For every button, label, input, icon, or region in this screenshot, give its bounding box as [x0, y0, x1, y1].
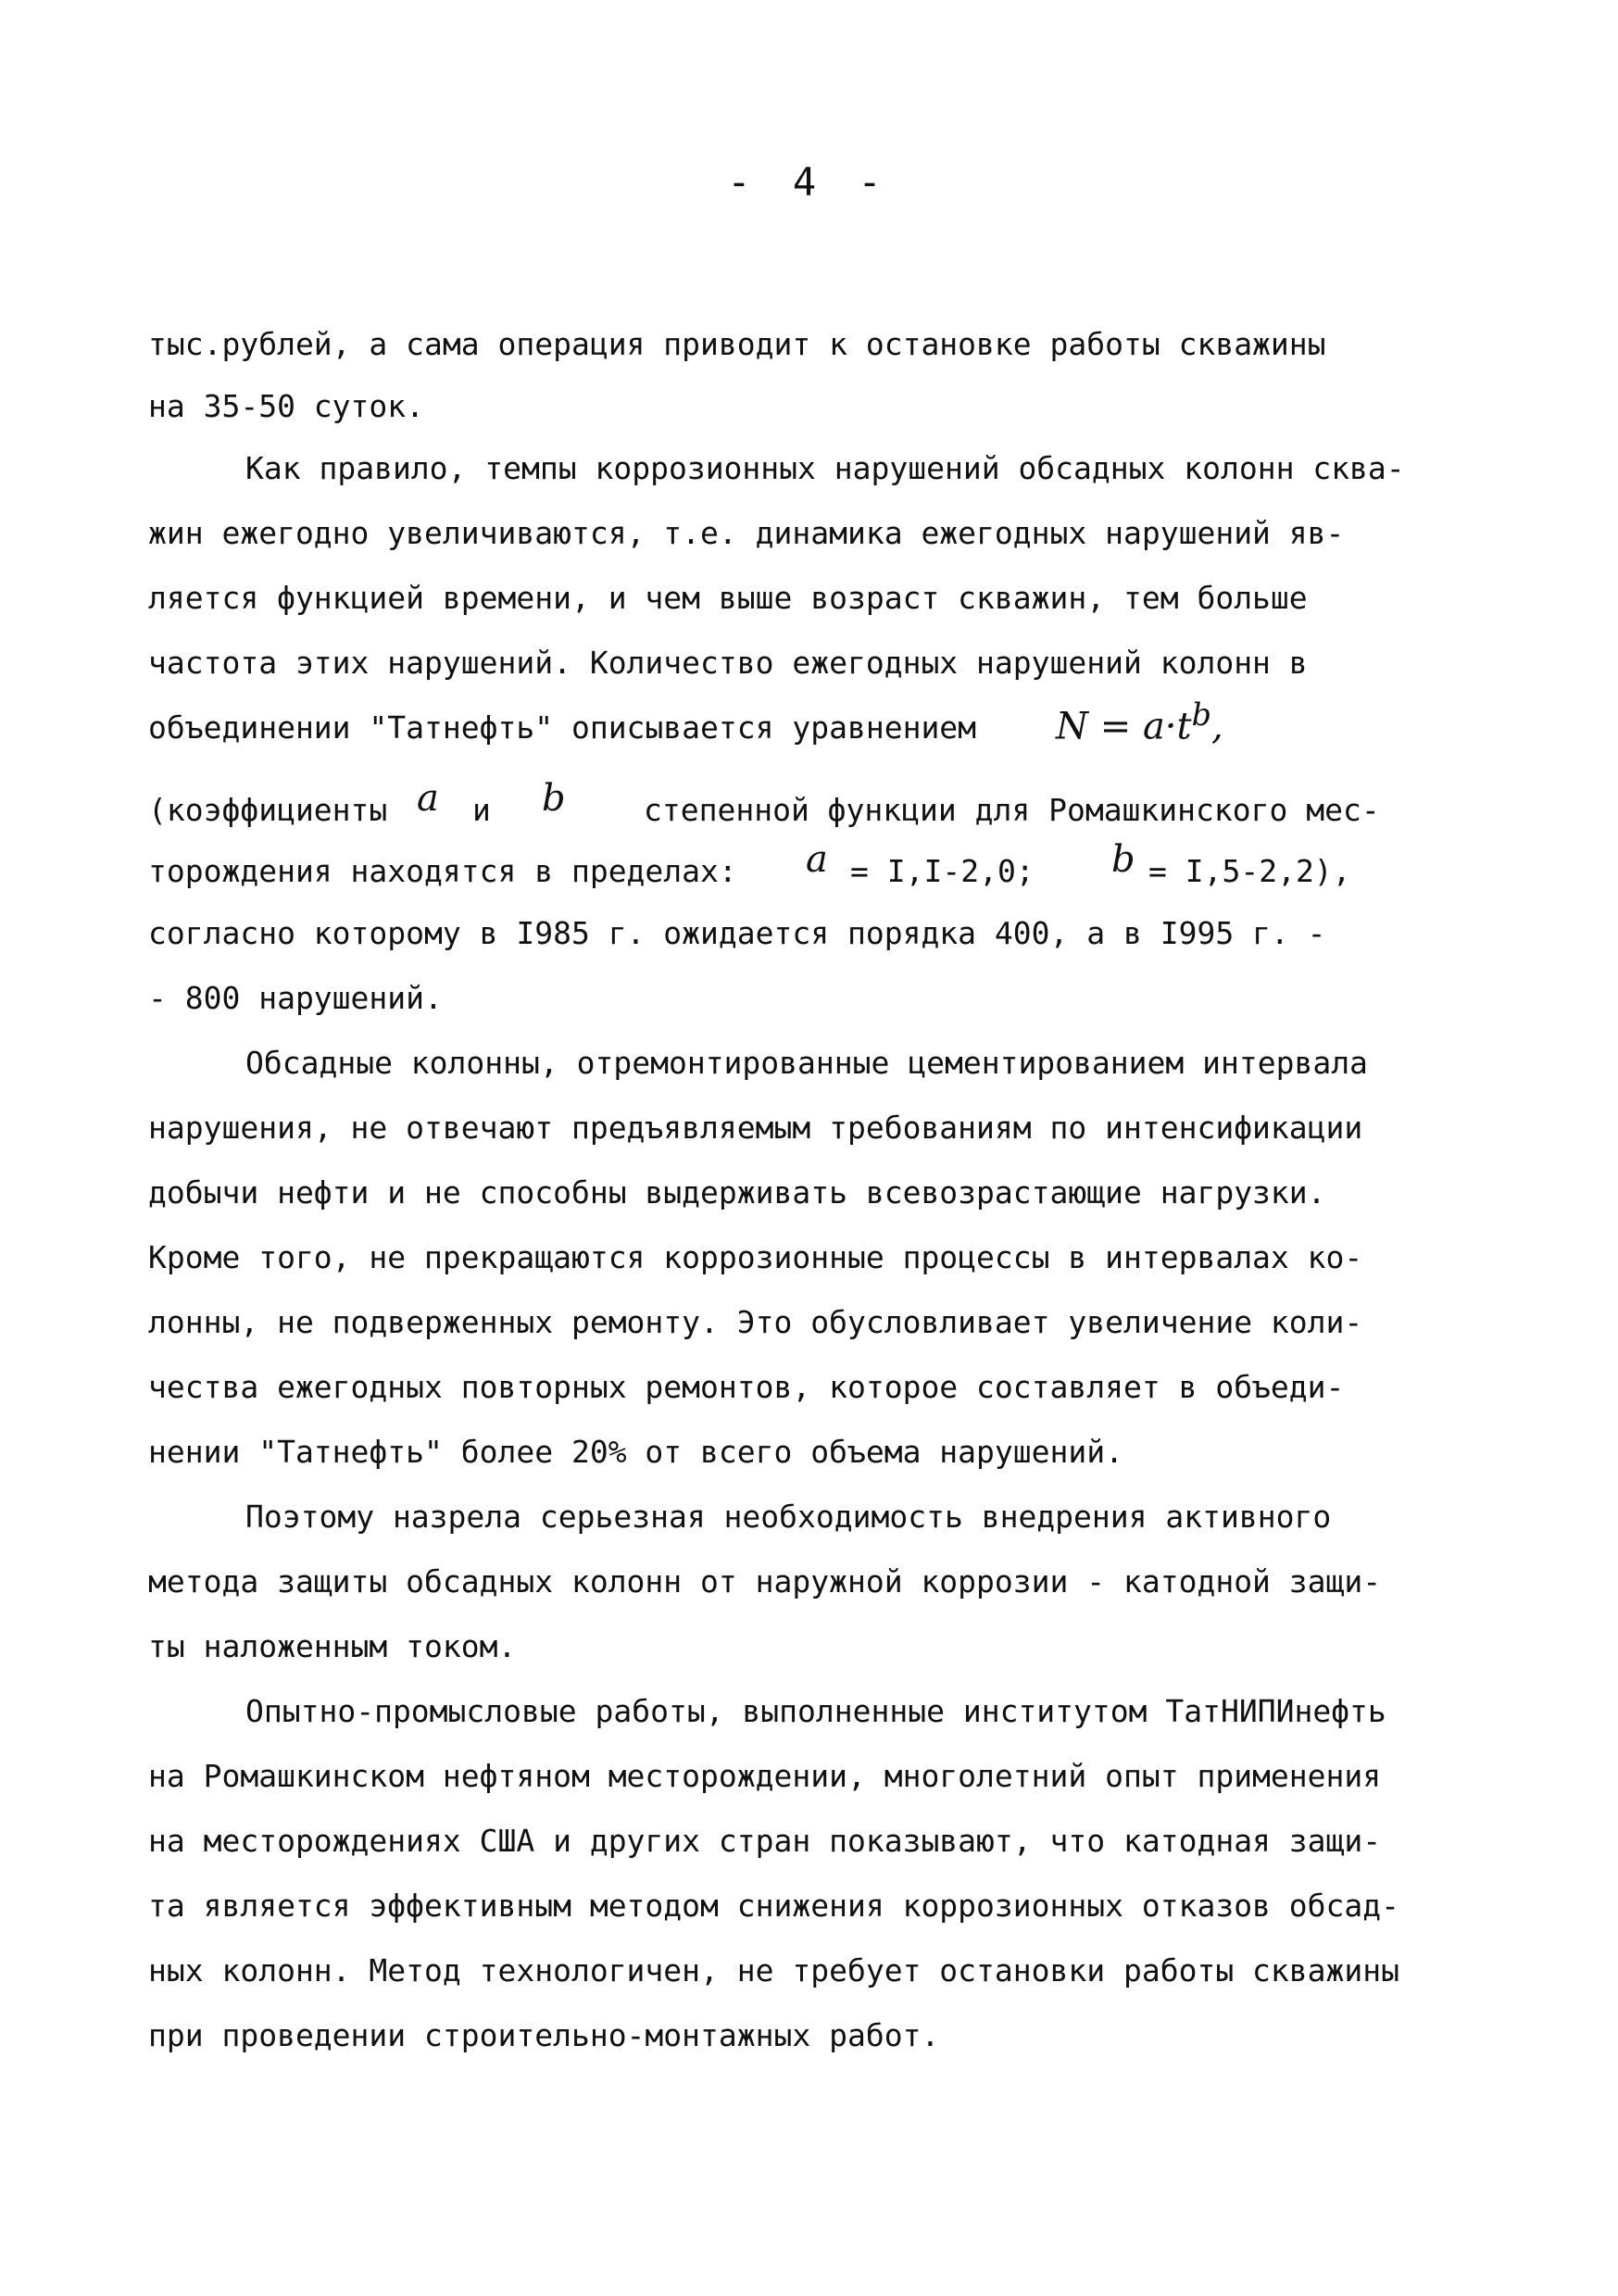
- coefficient-a: a: [806, 838, 828, 881]
- text-line: частота этих нарушений. Количество ежегодных нарушений колонн в: [148, 645, 1308, 681]
- text-line: ты наложенным током.: [148, 1628, 517, 1664]
- text-line: Обсадные колонны, отремонтированные цементированием интервала: [245, 1045, 1368, 1081]
- text-line: жин ежегодно увеличиваются, т.е. динамика ежегодных нарушений яв-: [148, 515, 1345, 551]
- text-line: нении "Татнефть" более 20% от всего объема нарушений.: [148, 1434, 1123, 1470]
- equation-comma: ,: [1210, 705, 1223, 748]
- coefficient-b: b: [1111, 838, 1135, 881]
- text-line: и: [472, 792, 491, 828]
- equation-main: N = a·t: [1056, 705, 1192, 748]
- text-line: чества ежегодных повторных ремонтов, которое составляет в объеди-: [148, 1369, 1345, 1405]
- text-line: Опытно-промысловые работы, выполненные институтом ТатНИПИнефть: [245, 1693, 1386, 1729]
- text-line: торождения находятся в пределах:: [148, 853, 737, 889]
- text-line: степенной функции для Ромашкинского мес-: [644, 792, 1380, 828]
- text-line: (коэффициенты: [148, 792, 388, 828]
- text-line: - 800 нарушений.: [148, 980, 443, 1016]
- text-line: Поэтому назрела серьезная необходимость внедрения активного: [245, 1499, 1332, 1535]
- coefficient-b: b: [542, 777, 566, 820]
- text-line: та является эффективным методом снижения коррозионных отказов обсад-: [148, 1888, 1400, 1924]
- text-line: на Ромашкинском нефтяном месторождении, многолетний опыт применения: [148, 1758, 1382, 1794]
- text-line: объединении "Татнефть" описывается уравнением: [148, 709, 977, 746]
- text-line: тыс.рублей, а сама операция приводит к остановке работы скважины: [148, 326, 1326, 362]
- text-line: метода защиты обсадных колонн от наружной коррозии - катодной защи-: [148, 1563, 1382, 1600]
- equation-exponent: b: [1191, 696, 1211, 733]
- text-line: на 35-50 суток.: [148, 388, 425, 424]
- text-line: лонны, не подверженных ремонту. Это обусловливает увеличение коли-: [148, 1304, 1363, 1340]
- text-line: ляется функцией времени, и чем выше возраст скважин, тем больше: [148, 580, 1308, 616]
- text-line: согласно которому в I985 г. ожидается порядка 400, а в I995 г. -: [148, 915, 1326, 951]
- text-line: нарушения, не отвечают предъявляемым требованиям по интенсификации: [148, 1110, 1363, 1146]
- text-line: на месторождениях США и других стран показывают, что катодная защи-: [148, 1823, 1382, 1859]
- page-number: - 4 -: [727, 159, 891, 205]
- text-line: Как правило, темпы коррозионных нарушений обсадных колонн сква-: [245, 450, 1405, 486]
- coefficient-a: a: [417, 777, 439, 820]
- text-line: = I,I-2,0;: [850, 853, 1035, 889]
- text-line: Кроме того, не прекращаются коррозионные процессы в интервалах ко-: [148, 1239, 1363, 1275]
- text-line: ных колонн. Метод технологичен, не требует остановки работы скважины: [148, 1952, 1400, 1989]
- equation-formula: [1056, 696, 1223, 748]
- text-line: при проведении строительно-монтажных работ.: [148, 2017, 940, 2053]
- text-line: = I,5-2,2),: [1148, 853, 1351, 889]
- text-line: добычи нефти и не способны выдерживать всевозрастающие нагрузки.: [148, 1174, 1326, 1211]
